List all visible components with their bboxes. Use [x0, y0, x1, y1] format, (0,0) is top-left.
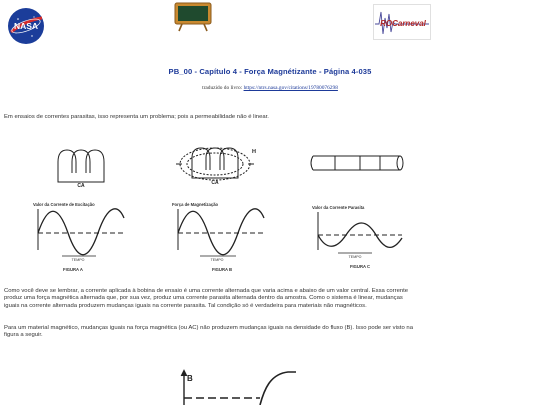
graph-b-time-label: TEMPO — [210, 258, 224, 262]
intro-paragraph: Em ensaios de correntes parasitas, isso representa um problema; pois a permeabilidade não é linear. — [4, 114, 269, 120]
chalkboard-icon[interactable] — [174, 2, 212, 32]
graph-b — [172, 202, 264, 272]
tube-drawing — [311, 156, 403, 170]
graph-b-caption: FIGURA B — [211, 267, 233, 272]
coil-a-drawing — [58, 150, 104, 182]
bh-axis-label: B — [187, 374, 193, 383]
page-title: PB_00 - Capítulo 4 - Força Magnétizante - Página 4-035 — [168, 67, 372, 76]
graph-c-time-label: TEMPO — [348, 255, 362, 259]
coil-b-h-label: H — [252, 149, 256, 155]
paragraph-magnetic-material: Para um material magnético, mudanças iguais na força magnética (ou AC) não produzem mudanças iguais na densidade do fluxo (B). Isso pode ser visto na figura a seguir. — [4, 325, 413, 339]
source-line — [0, 85, 540, 91]
graph-a-caption: FIGURA A — [63, 267, 83, 272]
nasa-logo — [6, 6, 46, 46]
coil-b-label: CA — [211, 180, 219, 186]
graph-a-value-label: Valor da Corrente de Excitação — [33, 202, 95, 207]
graph-c — [312, 205, 402, 269]
graph-b-value-label: Força de Magnetização — [172, 202, 219, 207]
source-link[interactable]: https://ntrs.nasa.gov/citations/19780076298 — [243, 85, 338, 91]
nasa-logo-text: NASA — [13, 21, 39, 31]
coil-a-label: CA — [77, 183, 85, 189]
source-prefix: traduzido do livro: — [202, 85, 244, 91]
figure-panel — [0, 138, 540, 278]
graph-a — [33, 202, 124, 272]
rocarneval-logo-text: ROCarneval — [380, 19, 426, 28]
graph-c-caption: FIGURA C — [349, 264, 371, 269]
graph-c-value-label: Valor da Corrente Parasita — [312, 205, 365, 210]
graph-a-time-label: TEMPO — [71, 258, 85, 262]
bh-curve-figure — [170, 364, 310, 405]
rocarneval-logo — [373, 4, 431, 40]
paragraph-linear-system: Como você deve se lembrar, a corrente aplicada à bobina de ensaio é uma corrente alternada que varia acima e abaixo de um valor central. Essa corrente produz uma força magnética alternada que, por sua vez, produz uma corrente parasita alternada dentro da amostra. Como o sistema é linear, mudanças iguais na corrente alternada produzem mudanças iguais na corrente parasita. Tal condição só é verdadeira para materiais não magnéticos. — [4, 288, 409, 309]
coil-b-drawing — [176, 148, 254, 180]
